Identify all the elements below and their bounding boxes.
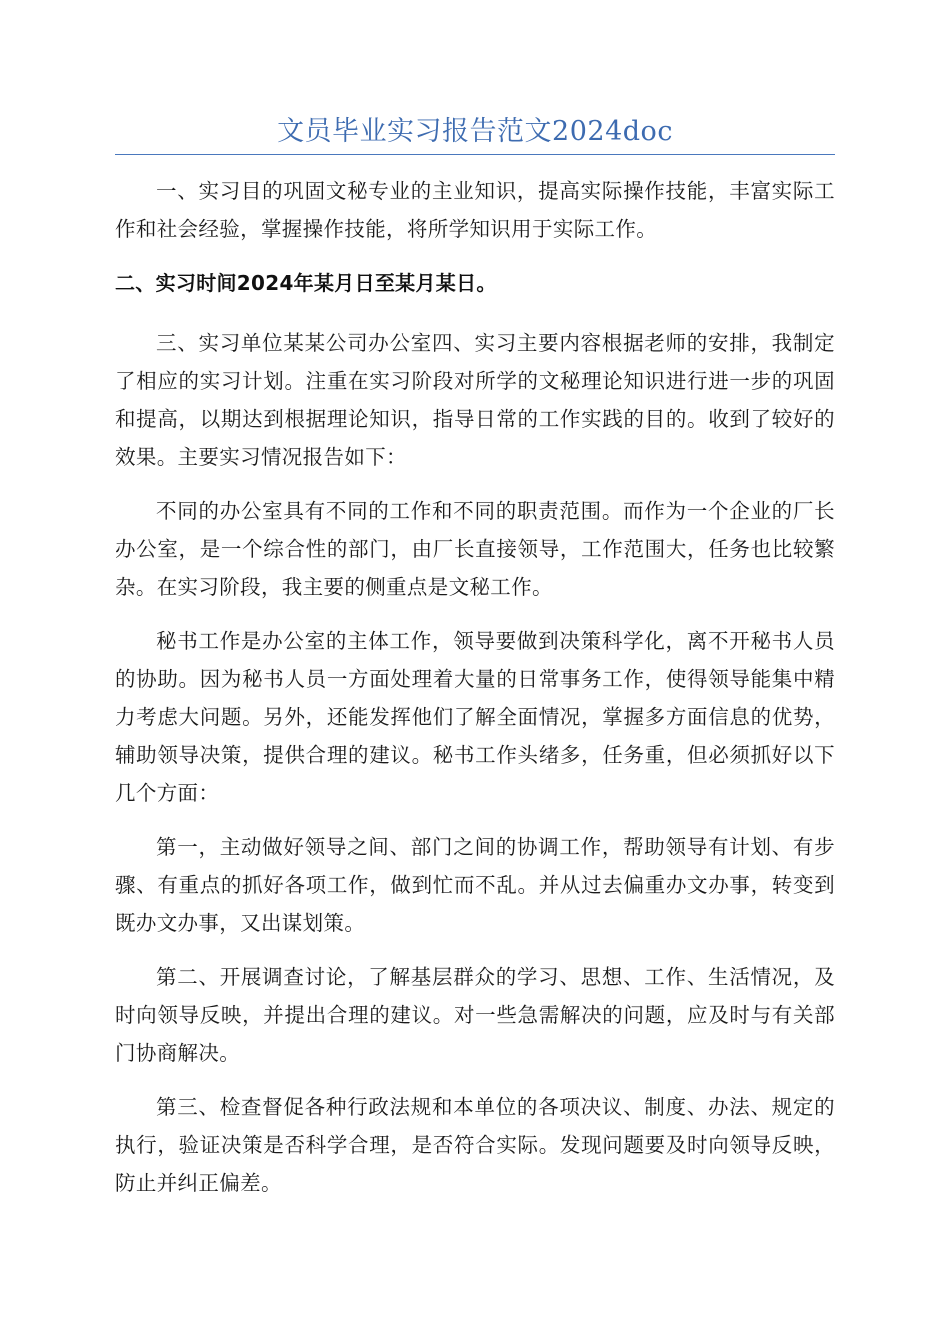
- paragraph-office-scope: 不同的办公室具有不同的工作和不同的职责范围。而作为一个企业的厂长办公室，是一个综合性的部门，由厂长直接领导，工作范围大，任务也比较繁杂。在实习阶段，我主要的侧重点是文秘工作。: [115, 499, 835, 599]
- paragraph-unit-and-content: 三、实习单位某某公司办公室四、实习主要内容根据老师的安排，我制定了相应的实习计划。注重在实习阶段对所学的文秘理论知识进行进一步的巩固和提高，以期达到根据理论知识，指导日常的工作实践的目的。收到了较好的效果。主要实习情况报告如下：: [115, 331, 835, 469]
- document-body: [115, 172, 835, 1218]
- paragraph-third-point: 第三、检查督促各种行政法规和本单位的各项决议、制度、办法、规定的执行，验证决策是否科学合理，是否符合实际。发现问题要及时向领导反映，防止并纠正偏差。: [115, 1095, 835, 1195]
- paragraph-purpose: 一、实习目的巩固文秘专业的主业知识，提高实际操作技能，丰富实际工作和社会经验，掌握操作技能，将所学知识用于实际工作。: [115, 179, 835, 241]
- paragraph-second-point: 第二、开展调查讨论，了解基层群众的学习、思想、工作、生活情况，及时向领导反映，并提出合理的建议。对一些急需解决的问题，应及时与有关部门协商解决。: [115, 965, 835, 1065]
- paragraph-first-point: 第一，主动做好领导之间、部门之间的协调工作，帮助领导有计划、有步骤、有重点的抓好各项工作，做到忙而不乱。并从过去偏重办文办事，转变到既办文办事，又出谋划策。: [115, 835, 835, 935]
- title-underline: [115, 154, 835, 155]
- paragraph-secretary-work: 秘书工作是办公室的主体工作，领导要做到决策科学化，离不开秘书人员的协助。因为秘书人员一方面处理着大量的日常事务工作，使得领导能集中精力考虑大问题。另外，还能发挥他们了解全面情况，掌握多方面信息的优势，辅助领导决策，提供合理的建议。秘书工作头绪多，任务重，但必须抓好以下几个方面：: [115, 629, 835, 805]
- paragraph-time: 二、实习时间2024年某月日至某月某日。: [115, 271, 497, 295]
- document-title: 文员毕业实习报告范文2024doc: [277, 116, 673, 147]
